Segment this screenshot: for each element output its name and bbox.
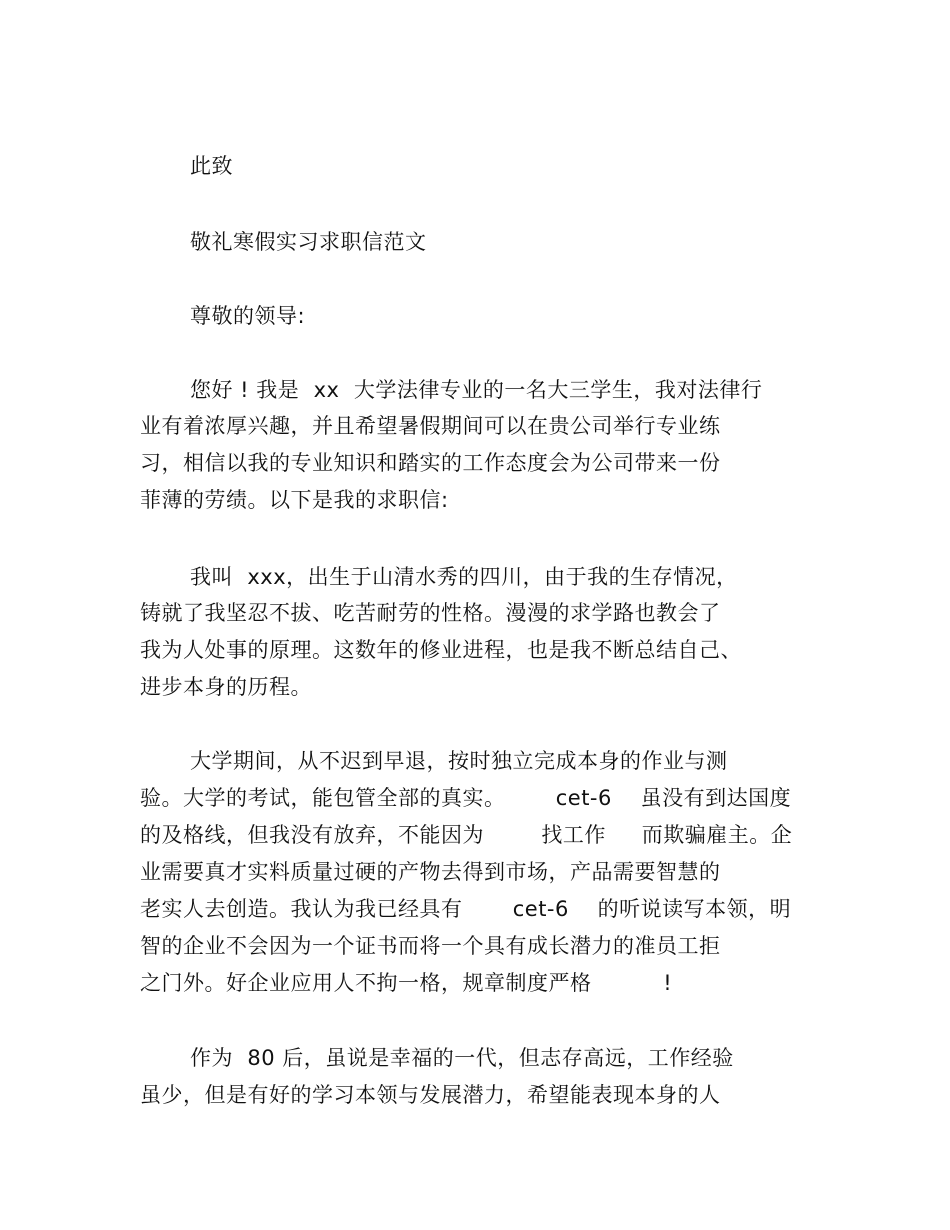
closing-line: 此致	[190, 154, 233, 178]
paragraph-line: 铸就了我坚忍不拔、吃苦耐劳的性格。漫漫的求学路也教会了	[140, 601, 721, 625]
paragraph-line: 业有着浓厚兴趣，并且希望暑假期间可以在贵公司举行专业练	[140, 414, 721, 438]
paragraph-line: 进步本身的历程。	[140, 675, 312, 699]
paragraph-line: 我叫 xxx，出生于山清水秀的四川，由于我的生存情况，	[190, 565, 738, 589]
paragraph-line: 作为 80 后，虽说是幸福的一代，但志存高远，工作经验	[190, 1046, 734, 1070]
salutation: 尊敬的领导:	[190, 304, 306, 328]
paragraph-line: 之门外。好企业应用人不拘一格，规章制度严格 !	[140, 971, 673, 995]
paragraph-line: 老实人去创造。我认为我已经具有 cet-6 的听说读写本领，明	[140, 897, 792, 921]
document-title: 敬礼寒假实习求职信范文	[190, 230, 427, 254]
paragraph-line: 习，相信以我的专业知识和踏实的工作态度会为公司带来一份	[140, 451, 721, 475]
paragraph-line: 虽少，但是有好的学习本领与发展潜力，希望能表现本身的人	[140, 1083, 721, 1107]
paragraph-line: 菲薄的劳绩。以下是我的求职信:	[140, 488, 449, 512]
paragraph-line: 大学期间，从不迟到早退，按时独立完成本身的作业与测	[190, 749, 728, 773]
paragraph-line: 您好 ! 我是 xx 大学法律专业的一名大三学生，我对法律行	[190, 378, 763, 402]
paragraph-line: 验。大学的考试，能包管全部的真实。 cet-6 虽没有到达国度	[140, 786, 792, 810]
paragraph-line: 智的企业不会因为一个证书而将一个具有成长潜力的准员工拒	[140, 934, 721, 958]
paragraph-line: 业需要真才实料质量过硬的产物去得到市场，产品需要智慧的	[140, 860, 721, 884]
paragraph-line: 我为人处事的原理。这数年的修业进程，也是我不断总结自己、	[140, 638, 742, 662]
paragraph-line: 的及格线，但我没有放弃，不能因为 找工作 而欺骗雇主。企	[140, 823, 793, 847]
